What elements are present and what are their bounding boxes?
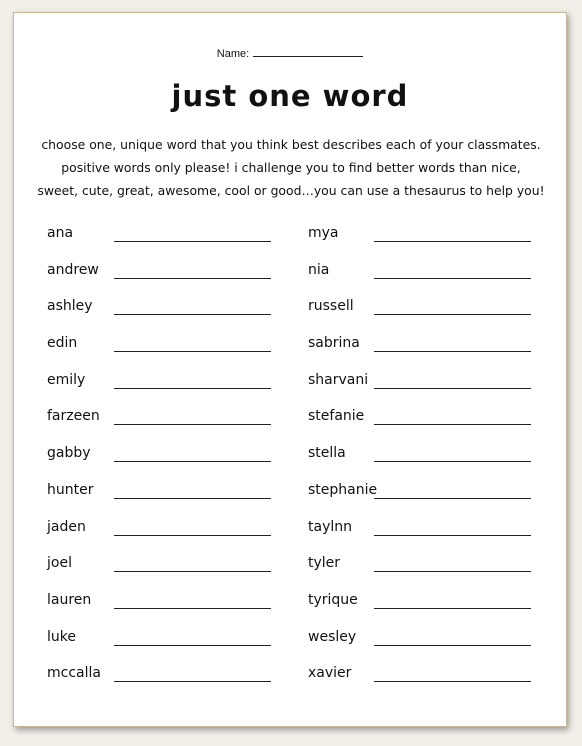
list-item bbox=[47, 366, 287, 403]
student-name: taylnn bbox=[308, 518, 352, 535]
list-item bbox=[47, 292, 287, 329]
list-item bbox=[308, 659, 548, 696]
answer-line[interactable] bbox=[374, 278, 531, 279]
list-item bbox=[308, 513, 548, 550]
student-name: sharvani bbox=[308, 371, 369, 388]
page-title: just one word bbox=[171, 79, 409, 113]
list-item bbox=[308, 329, 548, 366]
list-item bbox=[47, 549, 287, 586]
answer-line[interactable] bbox=[114, 571, 271, 572]
right-name-column bbox=[308, 219, 548, 696]
student-name: tyrique bbox=[308, 591, 358, 608]
list-item bbox=[47, 623, 287, 660]
list-item bbox=[308, 476, 548, 513]
list-item bbox=[308, 402, 548, 439]
worksheet-page bbox=[13, 12, 567, 727]
student-name: edin bbox=[47, 335, 78, 352]
list-item bbox=[47, 513, 287, 550]
answer-line[interactable] bbox=[114, 424, 271, 425]
answer-line[interactable] bbox=[114, 608, 271, 609]
instructions-line: positive words only please! i challenge you to find better words than nice, bbox=[61, 160, 521, 175]
instructions-line: sweet, cute, great, awesome, cool or good…you can use a thesaurus to help you! bbox=[37, 183, 545, 198]
answer-line[interactable] bbox=[374, 681, 531, 682]
student-name: mya bbox=[308, 225, 339, 241]
name-field bbox=[14, 47, 566, 60]
student-name: lauren bbox=[47, 591, 92, 608]
answer-line[interactable] bbox=[374, 461, 531, 462]
answer-line[interactable] bbox=[114, 388, 271, 389]
answer-line[interactable] bbox=[114, 535, 271, 536]
student-name: ana bbox=[47, 225, 74, 241]
answer-line[interactable] bbox=[374, 351, 531, 352]
answer-line[interactable] bbox=[114, 241, 271, 242]
student-name: joel bbox=[47, 555, 72, 572]
student-name: gabby bbox=[47, 445, 91, 462]
answer-line[interactable] bbox=[114, 645, 271, 646]
list-item bbox=[308, 439, 548, 476]
list-item bbox=[47, 219, 287, 256]
student-name: sabrina bbox=[308, 335, 360, 352]
name-label: Name: bbox=[216, 48, 250, 60]
list-item bbox=[308, 366, 548, 403]
answer-line[interactable] bbox=[114, 351, 271, 352]
instructions-line: choose one, unique word that you think best describes each of your classmates. bbox=[41, 137, 541, 152]
student-name: stella bbox=[308, 445, 346, 462]
answer-line[interactable] bbox=[374, 571, 531, 572]
list-item bbox=[308, 292, 548, 329]
list-item bbox=[47, 659, 287, 696]
answer-line[interactable] bbox=[374, 424, 531, 425]
student-name: hunter bbox=[47, 481, 94, 498]
answer-line[interactable] bbox=[374, 498, 531, 499]
answer-line[interactable] bbox=[374, 388, 531, 389]
list-item bbox=[47, 329, 287, 366]
answer-line[interactable] bbox=[374, 645, 531, 646]
student-name: jaden bbox=[47, 518, 86, 535]
student-name: farzeen bbox=[47, 408, 100, 425]
student-name: mccalla bbox=[47, 665, 101, 682]
list-item bbox=[47, 256, 287, 293]
student-name: russell bbox=[308, 298, 354, 315]
answer-line[interactable] bbox=[114, 681, 271, 682]
list-item bbox=[47, 402, 287, 439]
list-item bbox=[308, 256, 548, 293]
student-name: tyler bbox=[308, 555, 341, 572]
student-name: wesley bbox=[308, 628, 357, 645]
student-name: stephanie bbox=[308, 481, 378, 498]
answer-line[interactable] bbox=[114, 498, 271, 499]
answer-line[interactable] bbox=[114, 278, 271, 279]
student-name: nia bbox=[308, 261, 330, 278]
student-name: xavier bbox=[308, 665, 352, 682]
student-name: luke bbox=[47, 628, 76, 645]
list-item bbox=[308, 219, 548, 256]
student-name: emily bbox=[47, 371, 86, 388]
answer-line[interactable] bbox=[374, 535, 531, 536]
instructions bbox=[34, 133, 548, 202]
list-item bbox=[47, 439, 287, 476]
list-item bbox=[47, 586, 287, 623]
name-blank-line[interactable] bbox=[253, 47, 363, 57]
student-name: ashley bbox=[47, 298, 93, 315]
answer-line[interactable] bbox=[374, 314, 531, 315]
list-item bbox=[47, 476, 287, 513]
student-name: andrew bbox=[47, 261, 99, 278]
list-item bbox=[308, 586, 548, 623]
left-name-column bbox=[47, 219, 287, 696]
answer-line[interactable] bbox=[114, 461, 271, 462]
list-item bbox=[308, 549, 548, 586]
list-item bbox=[308, 623, 548, 660]
student-name: stefanie bbox=[308, 408, 365, 425]
answer-line[interactable] bbox=[114, 314, 271, 315]
answer-line[interactable] bbox=[374, 608, 531, 609]
answer-line[interactable] bbox=[374, 241, 531, 242]
